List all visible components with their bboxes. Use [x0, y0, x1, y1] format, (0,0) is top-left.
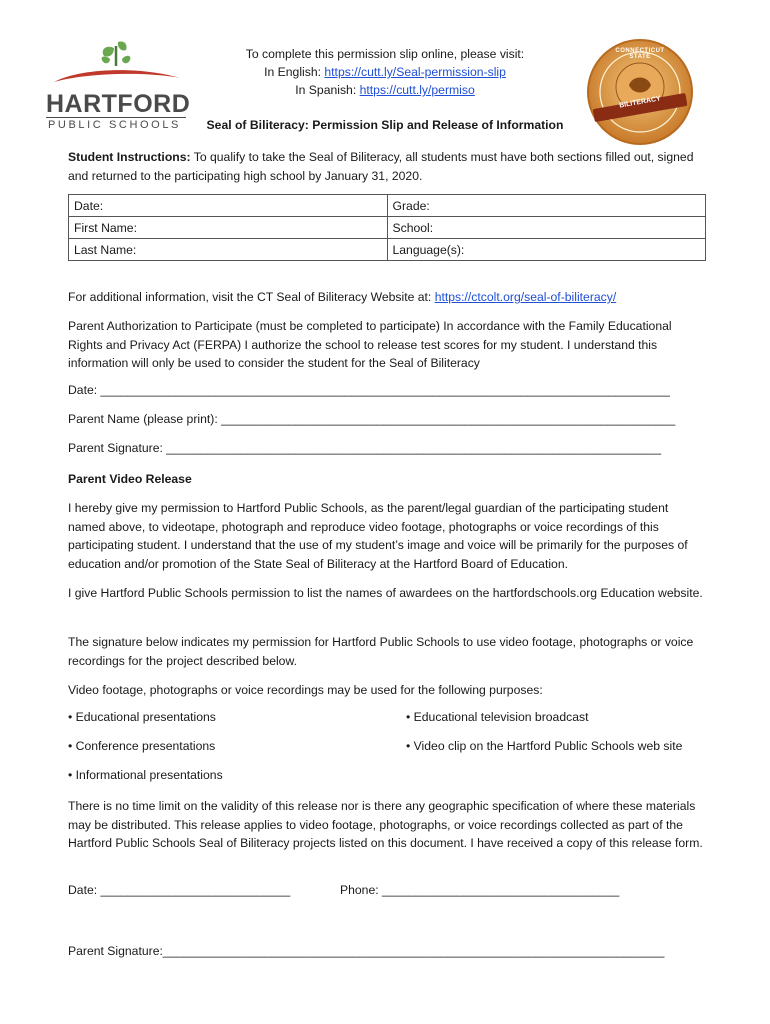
table-row [69, 217, 706, 239]
list-item: • Educational presentations [68, 710, 216, 724]
header-line: To complete this permission slip online, please visit: [245, 47, 525, 61]
video-release-paragraph-1: I hereby give my permission to Hartford Public Schools, as the parent/legal guardian of the participating student named above, to videotape, photograph and reproduce video footage, photographs or voice recordings of this participating student. I understand that the use of my student’s image and voice will be primarily for the purposes of education and/or promotion of the State Seal of Biliteracy at the Hartford Board of Education. [68, 501, 688, 571]
last-name-cell[interactable]: Last Name: [69, 239, 388, 261]
parent-name-field[interactable]: Parent Name (please print): ___________________________________________________________________ [68, 412, 676, 426]
seal-bottom-text: BILITERACY [618, 95, 662, 110]
ct-seal-link[interactable]: https://ctcolt.org/seal-of-biliteracy/ [434, 290, 617, 304]
release-date-field[interactable]: Date: ____________________________ [68, 883, 291, 897]
logo-subtitle: PUBLIC SCHOOLS [48, 119, 181, 131]
page-title: Seal of Biliteracy: Permission Slip and Release of Information [206, 118, 564, 132]
hartford-logo [40, 38, 190, 134]
video-release-paragraph-3: The signature below indicates my permission for Hartford Public Schools to use video footage, photographs or voice recordings for the project described below. [68, 635, 694, 668]
seal-top-text: CONNECTICUT STATE [615, 48, 665, 60]
grade-cell[interactable]: Grade: [387, 195, 706, 217]
list-item: • Video clip on the Hartford Public Schools web site [406, 739, 683, 753]
video-release-heading: Parent Video Release [68, 472, 192, 486]
apple-sprout-icon [40, 38, 190, 98]
logo-name: HARTFORD [46, 90, 191, 118]
english-label: In English: [264, 65, 321, 79]
first-name-cell[interactable]: First Name: [69, 217, 388, 239]
logo-rule [46, 117, 186, 118]
english-link[interactable]: https://cutt.ly/Seal-permission-slip [324, 65, 506, 79]
additional-info-text: For additional information, visit the CT Seal of Biliteracy Website at: [68, 290, 435, 304]
school-cell[interactable]: School: [387, 217, 706, 239]
video-release-paragraph-2: I give Hartford Public Schools permission to list the names of awardees on the hartfordschools.org Education website. [68, 586, 703, 600]
instructions-label: Student Instructions: [68, 150, 191, 164]
spanish-link[interactable]: https://cutt.ly/permiso [359, 83, 475, 97]
authorization-paragraph: Parent Authorization to Participate (must be completed to participate) In accordance with the Family Educational Rights and Privacy Act (FERPA) I authorize the school to release test scores for my student. I understand this information will only be used to consider the student for the Seal of Biliteracy [68, 319, 672, 371]
phone-field[interactable]: Phone: ___________________________________ [340, 883, 620, 897]
parent-signature-field[interactable]: Parent Signature: _________________________________________________________________________ [68, 441, 662, 455]
spanish-label: In Spanish: [295, 83, 357, 97]
table-row [69, 239, 706, 261]
languages-cell[interactable]: Language(s): [387, 239, 706, 261]
date-field[interactable]: Date: ____________________________________________________________________________________ [68, 383, 670, 397]
list-item: • Educational television broadcast [406, 710, 589, 724]
list-item: • Informational presentations [68, 768, 223, 782]
student-info-table [68, 194, 706, 261]
seal-of-biliteracy-badge [585, 37, 695, 147]
video-release-paragraph-5: There is no time limit on the validity of this release nor is there any geographic specification of where these materials may be distributed. This release applies to video footage, photographs, or voice recordings collected as part of the Hartford Public Schools Seal of Biliteracy projects listed on this document. I have received a copy of this release form. [68, 799, 703, 851]
date-cell[interactable]: Date: [69, 195, 388, 217]
student-instructions [68, 148, 708, 185]
table-row [69, 195, 706, 217]
spanish-link-line [200, 82, 570, 100]
list-item: • Conference presentations [68, 739, 216, 753]
video-release-paragraph-4: Video footage, photographs or voice recordings may be used for the following purposes: [68, 683, 543, 697]
instructions-text: To qualify to take the Seal of Biliteracy, all students must have both sections filled out, signed and returned to the participating high school by January 31, 2020. [68, 150, 694, 183]
release-signature-field[interactable]: Parent Signature:__________________________________________________________________________ [68, 944, 665, 958]
english-link-line [200, 64, 570, 82]
additional-info [68, 288, 708, 307]
